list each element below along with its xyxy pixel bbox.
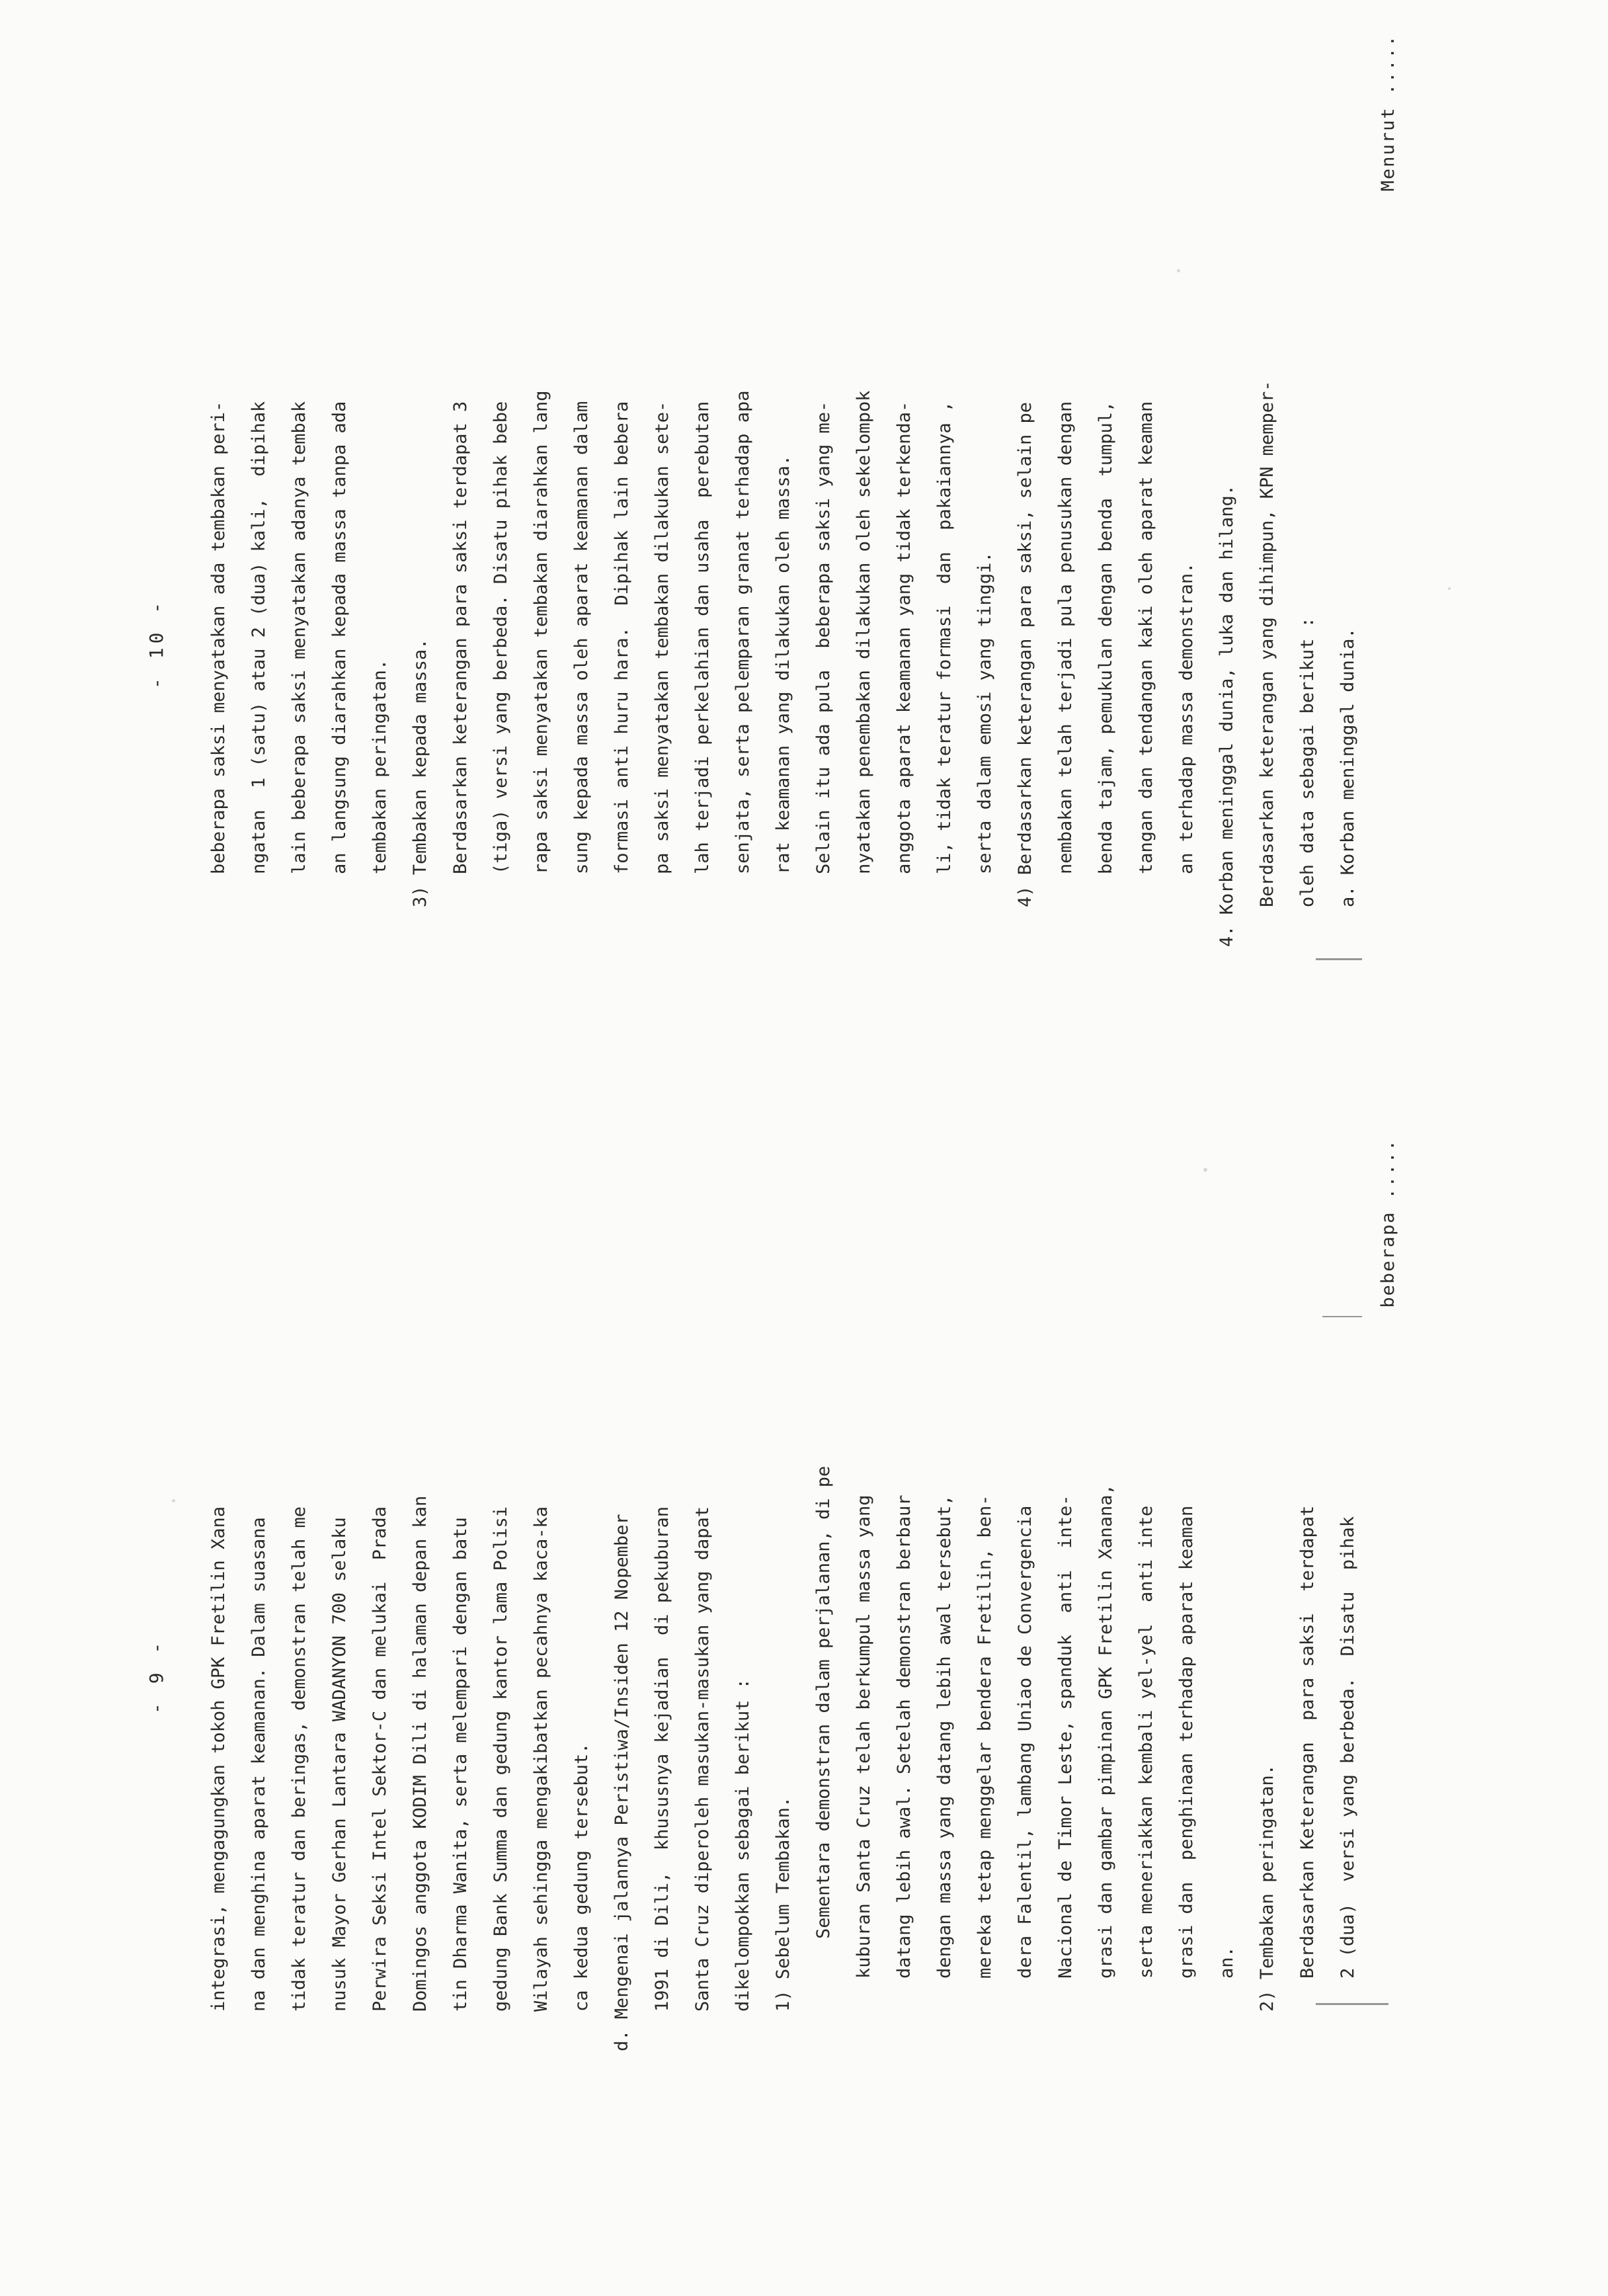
text-line: 2) Tembakan peringatan.	[1257, 1764, 1277, 2012]
margin-mark	[1316, 958, 1362, 960]
text-line: an.	[1217, 1946, 1237, 1979]
text-line: dikelompokkan sebagai berikut :	[733, 1678, 753, 2012]
text-line: 1991 di Dili, khususnya kejadian di pekuburan	[652, 1506, 672, 2012]
text-line: 3) Tembakan kepada massa.	[410, 638, 430, 907]
text-line: benda tajam, pemukulan dengan benda tumpul,	[1096, 401, 1116, 874]
text-line: Wilayah sehingga mengakibatkan pecahnya kaca-ka	[531, 1506, 551, 2012]
text-line: anggota aparat keamanan yang tidak terkenda-	[894, 401, 914, 874]
margin-mark	[1322, 1316, 1362, 1317]
text-line: an langsung diarahkan kepada massa tanpa ada	[329, 401, 350, 874]
text-line: (tiga) versi yang berbeda. Disatu pihak bebe	[491, 401, 511, 874]
text-line: gedung Bank Summa dan gedung kantor lama Polisi	[491, 1506, 511, 2012]
page-number-right: - 10 -	[145, 598, 167, 689]
text-line: na dan menghina aparat keamanan. Dalam suasana	[249, 1517, 269, 2012]
scan-speck	[1177, 269, 1180, 272]
scan-speck	[1448, 587, 1451, 590]
text-line: serta meneriakkan kembali yel-yel anti inte	[1136, 1505, 1156, 1979]
page-right-body	[198, 0, 1408, 947]
text-line: grasi dan gambar pimpinan GPK Fretilin Xanana,	[1096, 1484, 1116, 1979]
text-line: integrasi, mengagungkan tokoh GPK Fretilin Xana	[208, 1506, 229, 2012]
text-line: tidak teratur dan beringas, demonstran telah me	[289, 1506, 309, 2012]
text-line: 2 (dua) versi yang berbeda. Disatu pihak	[1338, 1516, 1358, 1979]
text-line: formasi anti huru hara. Dipihak lain bebera	[612, 401, 632, 874]
text-line: 4. Korban meninggal dunia, luka dan hilang.	[1217, 485, 1237, 947]
text-line: tin Dharma Wanita, serta melempari dengan batu	[450, 1517, 471, 2012]
text-line: serta dalam emosi yang tinggi.	[975, 552, 995, 874]
text-line: beberapa saksi menyatakan ada tembakan peri-	[208, 401, 229, 874]
text-line: rapa saksi menyatakan tembakan diarahkan lang	[531, 390, 551, 874]
text-line: tangan dan tendangan kaki oleh aparat keaman	[1136, 401, 1156, 874]
text-line: ngatan 1 (satu) atau 2 (dua) kali, dipihak	[249, 401, 269, 874]
text-line: senjata, serta pelemparan granat terhadap apa	[733, 390, 753, 874]
text-line: oleh data sebagai berikut :	[1297, 617, 1318, 907]
text-line: dera Falentil, lambang Uniao de Convergencia	[1015, 1505, 1035, 1979]
page-left-body	[198, 1020, 1408, 2051]
text-line: Santa Cruz diperoleh masukan-masukan yang dapat	[692, 1506, 713, 2012]
text-line: Sementara demonstran dalam perjalanan, di pe	[813, 1465, 834, 1939]
text-line: lah terjadi perkelahian dan usaha perebutan	[692, 401, 713, 874]
text-line: ca kedua gedung tersebut.	[571, 1742, 592, 2012]
text-line: lain beberapa saksi menyatakan adanya tembak	[289, 401, 309, 874]
text-line: nusuk Mayor Gerhan Lantara WADANYON 700 selaku	[329, 1517, 350, 2012]
text-line: nembakan telah terjadi pula penusukan dengan	[1055, 401, 1076, 874]
text-line: 4) Berdasarkan keterangan para saksi, selain pe	[1015, 401, 1035, 907]
text-line: tembakan peringatan.	[370, 659, 390, 874]
catchword: Menurut .....	[1378, 34, 1398, 192]
text-line: li, tidak teratur formasi dan pakaiannya ,	[934, 401, 955, 874]
text-line: Nacional de Timor Leste, spanduk anti inte-	[1055, 1495, 1076, 1979]
text-line: nyatakan penembakan dilakukan oleh sekelompok	[854, 390, 874, 874]
text-line: sung kepada massa oleh aparat keamanan dalam	[571, 401, 592, 874]
text-line: Domingos anggota KODIM Dili di halaman depan kan	[410, 1495, 430, 2012]
margin-mark	[1316, 2003, 1388, 2005]
text-line: 1) Sebelum Tembakan.	[773, 1796, 793, 2012]
text-line: a. Korban meninggal dunia.	[1338, 628, 1358, 907]
text-line: grasi dan penghinaan terhadap aparat keaman	[1176, 1505, 1197, 1979]
text-line: kuburan Santa Cruz telah berkumpul massa yang	[854, 1495, 874, 1979]
text-line: Berdasarkan keterangan yang dihimpun, KPN memper-	[1257, 380, 1277, 907]
catchword: beberapa .....	[1378, 1139, 1398, 1308]
text-line: pa saksi menyatakan tembakan dilakukan sete-	[652, 401, 672, 874]
text-line: Berdasarkan keterangan para saksi terdapat 3	[450, 401, 471, 874]
text-line: Berdasarkan Keterangan para saksi terdapat	[1297, 1505, 1318, 1979]
text-line: datang lebih awal. Setelah demonstran berbaur	[894, 1495, 914, 1979]
text-line: mereka tetap menggelar bendera Fretilin, ben-	[975, 1495, 995, 1979]
text-line: rat keamanan yang dilakukan oleh massa.	[773, 455, 793, 874]
text-line: an terhadap massa demonstran.	[1176, 562, 1197, 874]
text-line: dengan massa yang datang lebih awal tersebut,	[934, 1495, 955, 1979]
text-line: d. Mengenai jalannya Peristiwa/Insiden 12 Nopember	[612, 1514, 632, 2051]
scan-speck	[172, 1499, 175, 1502]
scan-speck	[1203, 1168, 1207, 1172]
text-line: Perwira Seksi Intel Sektor-C dan melukai Prada	[370, 1506, 390, 2012]
page-number-left: - 9 -	[145, 1638, 167, 1714]
text-line: Selain itu ada pula beberapa saksi yang me-	[813, 401, 834, 874]
